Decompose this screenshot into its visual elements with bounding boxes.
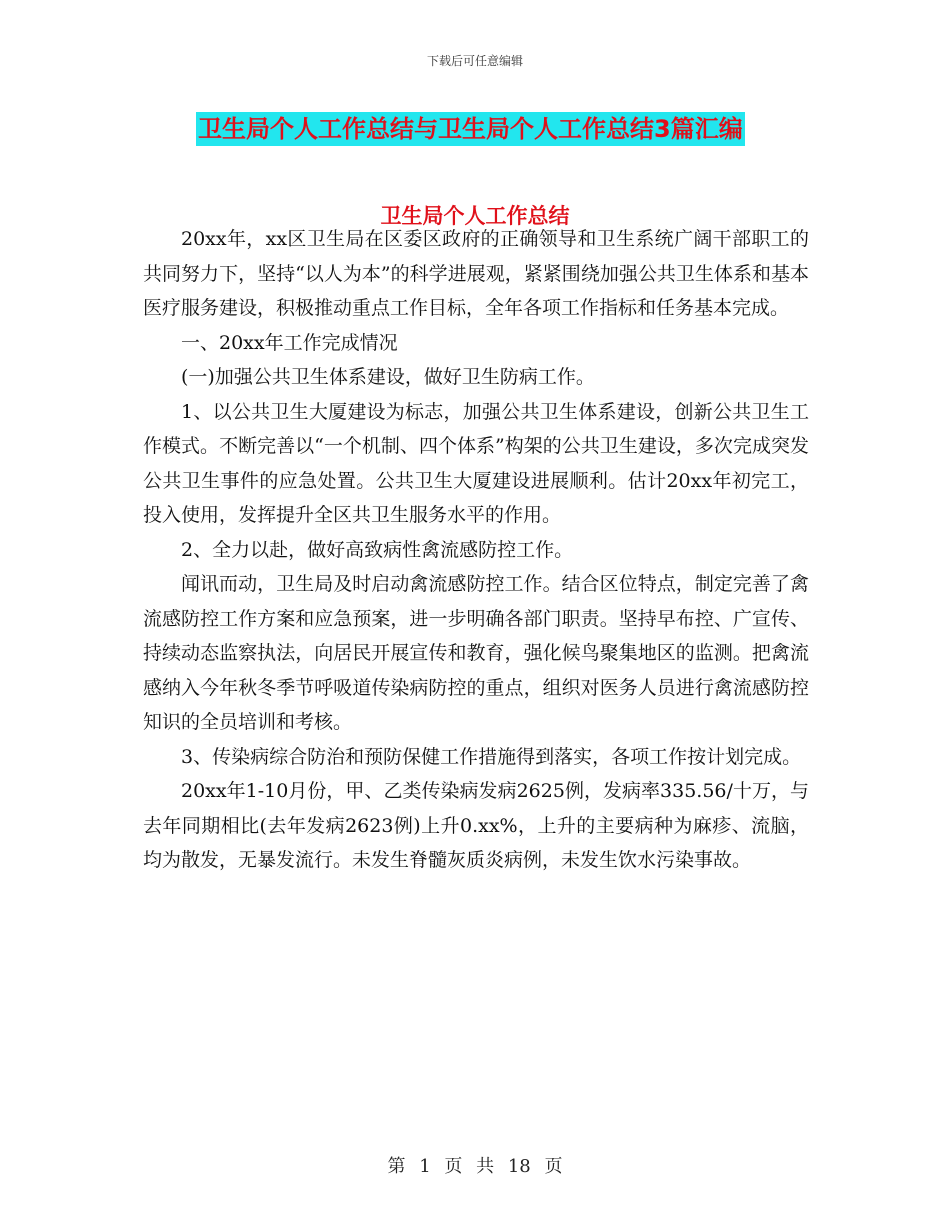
document-body	[143, 222, 809, 878]
section-title: 卫生局个人工作总结	[380, 204, 570, 228]
body-paragraph-statistics: 20xx年1-10月份，甲、乙类传染病发病2625例，发病率335.56/十万，与去年同期相比(去年发病2623例)上升0.xx%，上升的主要病种为麻疹、流脑，均为散发，无暴发流行。未发生脊髓灰质炎病例，未发生饮水污染事故。	[143, 780, 809, 871]
page-header-note: 下载后可任意编辑	[426, 54, 523, 68]
document-title: 卫生局个人工作总结与卫生局个人工作总结3篇汇编	[196, 112, 745, 146]
body-paragraph-item-2: 2、全力以赴，做好高致病性禽流感防控工作。	[181, 538, 574, 561]
body-paragraph-item-1: 1、以公共卫生大厦建设为标志，加强公共卫生体系建设，创新公共卫生工作模式。不断完善以“一个机制、四个体系”构架的公共卫生建设，多次完成突发公共卫生事件的应急处置。公共卫生大厦建设进展顺利。估计20xx年初完工，投入使用，发挥提升全区共卫生服务水平的作用。	[143, 400, 809, 526]
page-number-footer: 第 1 页 共 18 页	[387, 1156, 563, 1177]
body-paragraph-bird-flu: 闻讯而动，卫生局及时启动禽流感防控工作。结合区位特点，制定完善了禽流感防控工作方案和应急预案，进一步明确各部门职责。坚持早布控、广宣传、持续动态监察执法，向居民开展宣传和教育，强化候鸟聚集地区的监测。把禽流感纳入今年秋冬季节呼吸道传染病防控的重点，组织对医务人员进行禽流感防控知识的全员培训和考核。	[143, 573, 809, 733]
body-heading-1: 一、20xx年工作完成情况	[181, 331, 398, 354]
body-subheading-1: (一)加强公共卫生体系建设，做好卫生防病工作。	[181, 366, 595, 388]
body-paragraph-intro: 20xx年，xx区卫生局在区委区政府的正确领导和卫生系统广阔干部职工的共同努力下，坚持“以人为本”的科学进展观，紧紧围绕加强公共卫生体系和基本医疗服务建设，积极推动重点工作目标，全年各项工作指标和任务基本完成。	[143, 228, 809, 319]
body-paragraph-item-3: 3、传染病综合防治和预防保健工作措施得到落实，各项工作按计划完成。	[181, 745, 802, 768]
